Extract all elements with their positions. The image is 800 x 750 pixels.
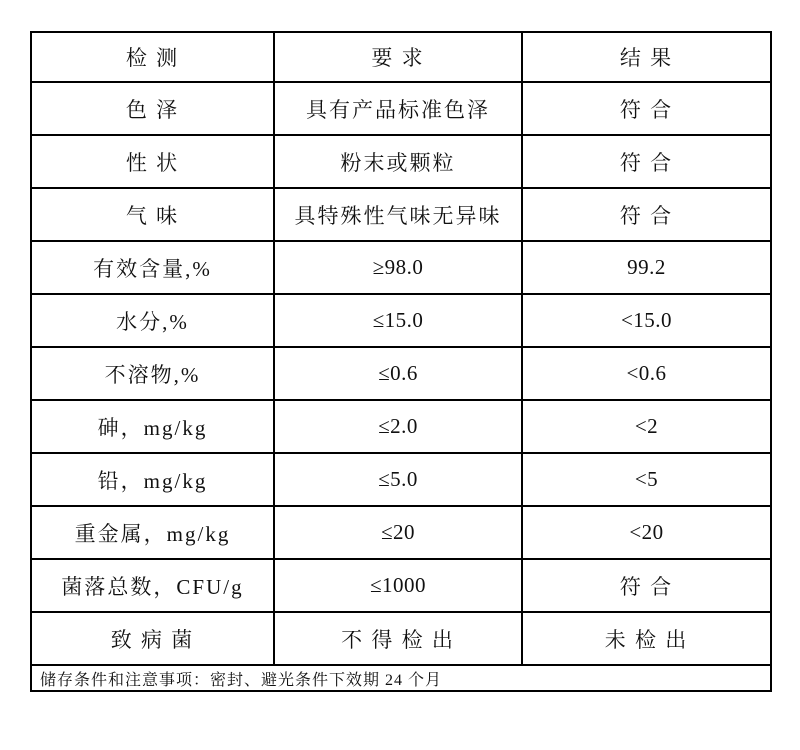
table-row (31, 135, 771, 188)
storage-note: 储存条件和注意事项：密封、避光条件下效期 24 个月 (31, 665, 771, 691)
requirement-cell: 具特殊性气味无异味 (274, 188, 522, 241)
inspection-table (30, 31, 772, 692)
header-result: 结 果 (522, 32, 771, 82)
result-cell: <20 (522, 506, 771, 559)
table-row (31, 294, 771, 347)
test-item-cell: 色 泽 (31, 82, 274, 135)
table-row (31, 612, 771, 665)
requirement-cell: ≤15.0 (274, 294, 522, 347)
requirement-cell: ≤0.6 (274, 347, 522, 400)
test-item-cell: 气 味 (31, 188, 274, 241)
result-cell: 符 合 (522, 135, 771, 188)
test-item-cell: 不溶物,% (31, 347, 274, 400)
header-requirement: 要 求 (274, 32, 522, 82)
result-cell: 未 检 出 (522, 612, 771, 665)
test-item-cell: 铅，mg/kg (31, 453, 274, 506)
test-item-cell: 重金属，mg/kg (31, 506, 274, 559)
requirement-cell: ≤1000 (274, 559, 522, 612)
table-row (31, 559, 771, 612)
test-item-cell: 砷，mg/kg (31, 400, 274, 453)
result-cell: <15.0 (522, 294, 771, 347)
requirement-cell: 具有产品标准色泽 (274, 82, 522, 135)
table-row (31, 241, 771, 294)
result-cell: 99.2 (522, 241, 771, 294)
result-cell: 符 合 (522, 559, 771, 612)
table-row (31, 188, 771, 241)
result-cell: 符 合 (522, 188, 771, 241)
result-cell: <0.6 (522, 347, 771, 400)
requirement-cell: ≤20 (274, 506, 522, 559)
requirement-cell: 粉末或颗粒 (274, 135, 522, 188)
result-cell: 符 合 (522, 82, 771, 135)
table-row (31, 453, 771, 506)
test-item-cell: 有效含量,% (31, 241, 274, 294)
header-row (31, 32, 771, 82)
test-item-cell: 水分,% (31, 294, 274, 347)
test-item-cell: 致 病 菌 (31, 612, 274, 665)
header-test-item: 检 测 (31, 32, 274, 82)
table-row (31, 347, 771, 400)
result-cell: <5 (522, 453, 771, 506)
requirement-cell: ≥98.0 (274, 241, 522, 294)
requirement-cell: ≤2.0 (274, 400, 522, 453)
requirement-cell: 不 得 检 出 (274, 612, 522, 665)
test-item-cell: 菌落总数，CFU/g (31, 559, 274, 612)
test-item-cell: 性 状 (31, 135, 274, 188)
table-row (31, 400, 771, 453)
table-row (31, 82, 771, 135)
result-cell: <2 (522, 400, 771, 453)
table-row (31, 506, 771, 559)
requirement-cell: ≤5.0 (274, 453, 522, 506)
storage-note-row (31, 665, 771, 691)
